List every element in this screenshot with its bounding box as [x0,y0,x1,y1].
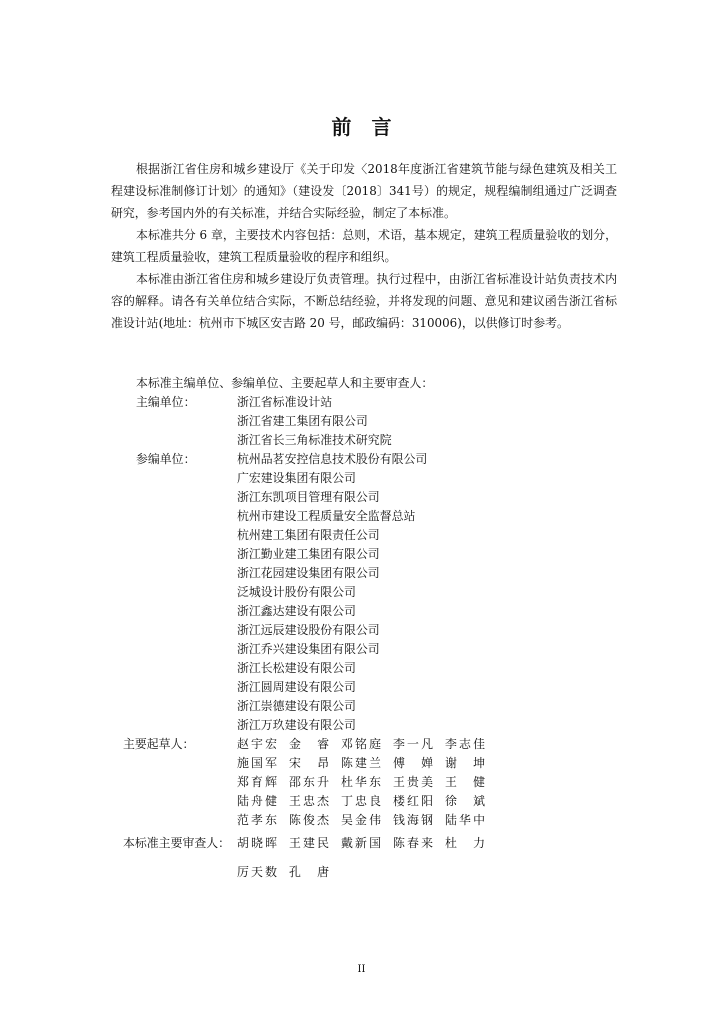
page-title [0,114,723,140]
drafters-row [237,754,631,773]
drafter-name: 金 睿 [289,737,329,751]
paragraph-2: 本标准共分 6 章，主要技术内容包括：总则，术语，基本规定，建筑工程质量验收的划分，建筑工程质量验收，建筑工程质量验收的程序和组织。 [111,228,617,264]
drafter-name: 傅 婵 [393,756,433,770]
co-unit: 浙江崇德建设有限公司 [237,699,356,713]
reviewers-label: 本标准主要审查人： [123,836,231,850]
chief-unit: 浙江省标准设计站 [237,395,333,409]
co-unit: 泛城设计股份有限公司 [237,585,356,599]
reviewer-name: 厉天数 [237,865,277,879]
reviewers-list [237,834,631,882]
paragraph-3: 本标准由浙江省住房和城乡建设厅负责管理。执行过程中，由浙江省标准设计站负责技术内容的解释。请各有关单位结合实际，不断总结经验，并将发现的问题、意见和建议函告浙江省标准设计站(地址：杭州市下城区安吉路 20 号，邮政编码：310006)，以供修订时参考。 [111,272,617,330]
reviewer-name: 孔 唐 [289,865,329,879]
drafter-name: 郑育辉 [237,775,277,789]
drafters-list [237,735,631,830]
drafter-name: 丁忠良 [341,794,381,808]
drafter-name: 钱海钢 [393,813,433,827]
co-unit: 浙江鑫达建设有限公司 [237,604,356,618]
drafter-name: 邵东升 [289,775,329,789]
co-unit: 浙江花园建设集团有限公司 [237,566,380,580]
drafter-name: 施国军 [237,756,277,770]
page-number: II [357,964,366,975]
drafter-name: 邓铭庭 [341,737,381,751]
drafters-row [237,792,631,811]
drafter-name: 楼红阳 [393,794,433,808]
participants-intro: 本标准主编单位、参编单位、主要起草人和主要审查人： [136,376,434,390]
drafter-name: 李一凡 [393,737,433,751]
drafter-name: 陈建兰 [341,756,381,770]
drafter-name: 王忠杰 [289,794,329,808]
participants-list [111,374,631,882]
drafter-name: 王贵美 [393,775,433,789]
co-units-list [237,450,631,735]
preface-body [111,158,617,334]
drafter-name: 杜华东 [341,775,381,789]
co-units-label: 参编单位： [136,452,196,466]
co-unit: 浙江勤业建工集团有限公司 [237,547,380,561]
co-unit: 杭州建工集团有限责任公司 [237,528,380,542]
co-unit: 浙江圆周建设有限公司 [237,680,356,694]
drafters-row [237,773,631,792]
co-unit: 浙江长松建设有限公司 [237,661,356,675]
drafter-name: 宋 昂 [289,756,329,770]
chief-units-section [111,393,631,450]
reviewers-row [237,834,631,853]
reviewer-name: 王建民 [289,836,329,850]
chief-units-label: 主编单位： [136,395,196,409]
co-unit: 浙江万玖建设有限公司 [237,718,356,732]
drafter-name: 吴金伟 [341,813,381,827]
chief-units-list [237,393,631,450]
drafter-name: 范孝东 [237,813,277,827]
reviewers-row [237,863,631,882]
paragraph-1: 根据浙江省住房和城乡建设厅《关于印发〈2018年度浙江省建筑节能与绿色建筑及相关工程建设标准制修订计划〉的通知》（建设发〔2018〕341号）的规定，规程编制组通过广泛调查研究，参考国内外的有关标准，并结合实际经验，制定了本标准。 [111,162,617,220]
co-unit: 浙江乔兴建设集团有限公司 [237,642,380,656]
title-char-2: 言 [371,115,392,139]
reviewer-name: 戴新国 [341,836,381,850]
reviewer-name: 杜 力 [445,836,485,850]
chief-unit: 浙江省建工集团有限公司 [237,414,368,428]
drafter-name: 陆华中 [445,813,485,827]
drafters-row [237,811,631,830]
co-unit: 杭州市建设工程质量安全监督总站 [237,509,416,523]
drafters-label: 主要起草人： [123,737,195,751]
drafter-name: 赵宇宏 [237,737,277,751]
co-unit: 杭州品茗安控信息技术股份有限公司 [237,452,428,466]
co-unit: 广宏建设集团有限公司 [237,471,356,485]
reviewer-name: 陈春来 [393,836,433,850]
co-unit: 浙江远辰建设股份有限公司 [237,623,380,637]
title-char-1: 前 [331,115,352,139]
drafter-name: 李志佳 [445,737,485,751]
drafter-name: 徐 斌 [445,794,485,808]
co-unit: 浙江东凯项目管理有限公司 [237,490,380,504]
drafters-section [111,735,631,830]
drafter-name: 陈俊杰 [289,813,329,827]
co-units-section [111,450,631,735]
drafter-name: 陆舟健 [237,794,277,808]
drafters-row [237,735,631,754]
reviewers-section [111,834,631,882]
chief-unit: 浙江省长三角标准技术研究院 [237,433,392,447]
reviewer-name: 胡晓晖 [237,836,277,850]
drafter-name: 谢 坤 [445,756,485,770]
drafter-name: 王 健 [445,775,485,789]
